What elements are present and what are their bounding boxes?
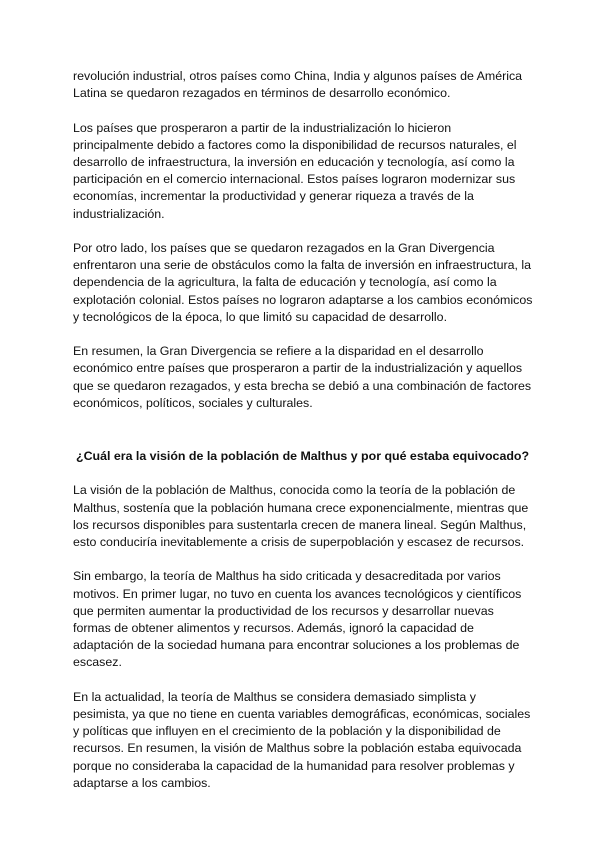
paragraph: Sin embargo, la teoría de Malthus ha sido criticada y desacreditada por varios motivos. En primer lugar, no tuvo en cuenta los avances tecnológicos y científicos que permiten aumentar la productividad de los recursos y desarrollar nuevas formas de obtener alimentos y recursos. Además, ignoró la capacidad de adaptación de la sociedad humana para encontrar soluciones a los problemas de escasez.	[73, 569, 522, 670]
section-heading: ¿Cuál era la visión de la población de Malthus y por qué estaba equivocado?	[76, 449, 530, 464]
paragraph: Por otro lado, los países que se quedaron rezagados en la Gran Divergencia enfrentaron una serie de obstáculos como la falta de inversión en infraestructura, la dependencia de la agricultura, la falta de educación y tecnología, así como la explotación colonial. Estos países no lograron adaptarse a los cambios económicos y tecnológicos de la época, lo que limitó su capacidad de desarrollo.	[73, 241, 533, 324]
document-page	[73, 68, 533, 809]
paragraph: En resumen, la Gran Divergencia se refiere a la disparidad en el desarrollo económico entre países que prosperaron a partir de la industrialización y aquellos que se quedaron rezagados, y esta brecha se debió a una combinación de factores económicos, políticos, sociales y culturales.	[73, 344, 532, 410]
paragraph: En la actualidad, la teoría de Malthus se considera demasiado simplista y pesimista, ya que no tiene en cuenta variables demográficas, económicas, sociales y políticas que influyen en el crecimiento de la población y la disponibilidad de recursos. En resumen, la visión de Malthus sobre la población estaba equivocada porque no consideraba la capacidad de la humanidad para resolver problemas y adaptarse a los cambios.	[73, 689, 531, 790]
paragraph: Los países que prosperaron a partir de la industrialización lo hicieron principalmente debido a factores como la disponibilidad de recursos naturales, el desarrollo de infraestructura, la inversión en educación y tecnología, así como la participación en el comercio internacional. Estos países lograron modernizar sus economías, incrementar la productividad y generar riqueza a través de la industrialización.	[73, 120, 517, 221]
paragraph: revolución industrial, otros países como China, India y algunos países de América Latina se quedaron rezagados en términos de desarrollo económico.	[73, 69, 523, 101]
paragraph: La visión de la población de Malthus, conocida como la teoría de la población de Malthus, sostenía que la población humana crece exponencialmente, mientras que los recursos disponibles para sustentarla crecen de manera lineal. Según Malthus, esto conduciría inevitablemente a crisis de superpoblación y escasez de recursos.	[73, 483, 529, 550]
